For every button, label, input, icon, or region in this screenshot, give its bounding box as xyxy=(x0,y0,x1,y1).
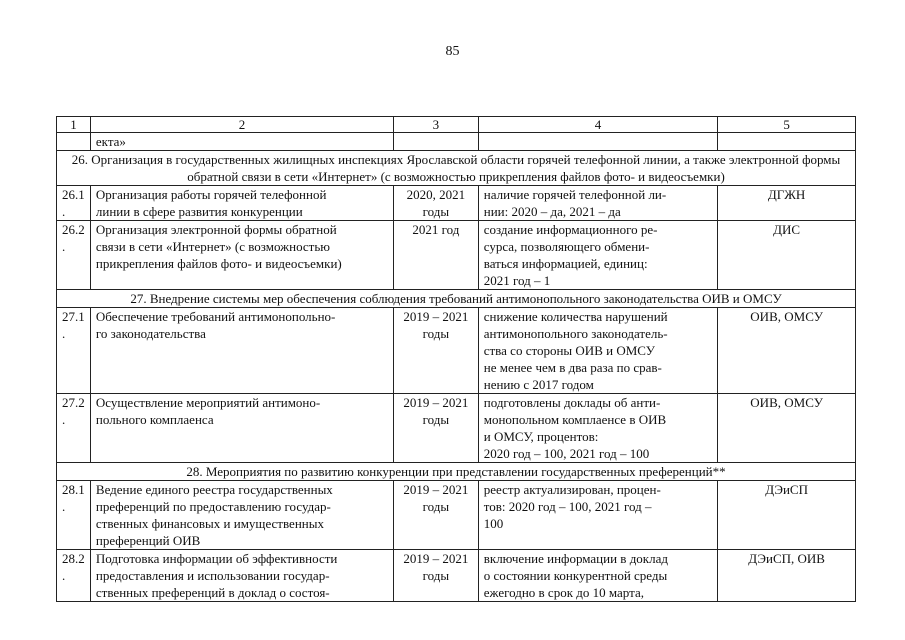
section-row xyxy=(57,463,856,481)
continuation-row xyxy=(57,133,856,151)
row-term: 2020, 2021 годы xyxy=(393,186,478,221)
table-row xyxy=(57,550,856,602)
row-executor: ОИВ, ОМСУ xyxy=(718,308,856,394)
row-indicator: снижение количества нарушений антимонопольного законодатель- ства со стороны ОИВ и ОМСУ не менее чем в два раза по срав- нению с 2017 годом xyxy=(478,308,717,394)
section-row xyxy=(57,290,856,308)
header-col-5: 5 xyxy=(718,117,856,133)
row-activity: Организация электронной формы обратной связи в сети «Интернет» (с возможностью прикрепления файлов фото- и видеосъемки) xyxy=(90,221,393,290)
row-activity: Обеспечение требований антимонопольно- го законодательства xyxy=(90,308,393,394)
continuation-activity: екта» xyxy=(90,133,393,151)
row-activity: Организация работы горячей телефонной линии в сфере развития конкуренции xyxy=(90,186,393,221)
row-term: 2021 год xyxy=(393,221,478,290)
row-term: 2019 – 2021 годы xyxy=(393,481,478,550)
row-activity: Ведение единого реестра государственных преференций по предоставлению государ- ственных финансовых и имущественных преференций ОИВ xyxy=(90,481,393,550)
section-title: 28. Мероприятия по развитию конкуренции при представлении государственных преференций** xyxy=(57,463,856,481)
row-term: 2019 – 2021 годы xyxy=(393,394,478,463)
table-row xyxy=(57,308,856,394)
table-row xyxy=(57,481,856,550)
section-title: 26. Организация в государственных жилищных инспекциях Ярославской области горячей телефонной линии, а также электронной формы обратной связи в сети «Интернет» (с возможностью прикрепления файлов фото- и видеосъемки) xyxy=(57,151,856,186)
header-col-4: 4 xyxy=(478,117,717,133)
row-indicator: наличие горячей телефонной ли- нии: 2020 – да, 2021 – да xyxy=(478,186,717,221)
section-row xyxy=(57,151,856,186)
row-executor: ОИВ, ОМСУ xyxy=(718,394,856,463)
row-indicator: включение информации в доклад о состоянии конкурентной среды ежегодно в срок до 10 марта, xyxy=(478,550,717,602)
row-term: 2019 – 2021 годы xyxy=(393,308,478,394)
row-number: 27.2. xyxy=(57,394,91,463)
table-header-row xyxy=(57,117,856,133)
header-col-3: 3 xyxy=(393,117,478,133)
row-term: 2019 – 2021 годы xyxy=(393,550,478,602)
page-number: 85 xyxy=(445,44,460,59)
row-indicator: создание информационного ре- сурса, позволяющего обмени- ваться информацией, единиц: 2021 год – 1 xyxy=(478,221,717,290)
header-col-1: 1 xyxy=(57,117,91,133)
row-indicator: реестр актуализирован, процен- тов: 2020 год – 100, 2021 год – 100 xyxy=(478,481,717,550)
row-number: 28.1. xyxy=(57,481,91,550)
row-number: 26.2. xyxy=(57,221,91,290)
table-row xyxy=(57,221,856,290)
row-indicator: подготовлены доклады об анти- монопольном комплаенсе в ОИВ и ОМСУ, процентов: 2020 год – 100, 2021 год – 100 xyxy=(478,394,717,463)
row-activity: Подготовка информации об эффективности предоставления и использовании государ- ственных преференций в доклад о состоя- xyxy=(90,550,393,602)
table-row xyxy=(57,394,856,463)
measures-table xyxy=(56,116,856,602)
row-executor: ДЭиСП, ОИВ xyxy=(718,550,856,602)
section-title: 27. Внедрение системы мер обеспечения соблюдения требований антимонопольного законодательства ОИВ и ОМСУ xyxy=(57,290,856,308)
table-row xyxy=(57,186,856,221)
row-number: 28.2. xyxy=(57,550,91,602)
row-activity: Осуществление мероприятий антимоно- польного комплаенса xyxy=(90,394,393,463)
row-number: 27.1. xyxy=(57,308,91,394)
row-executor: ДЭиСП xyxy=(718,481,856,550)
row-number: 26.1. xyxy=(57,186,91,221)
row-executor: ДИС xyxy=(718,221,856,290)
row-executor: ДГЖН xyxy=(718,186,856,221)
header-col-2: 2 xyxy=(90,117,393,133)
